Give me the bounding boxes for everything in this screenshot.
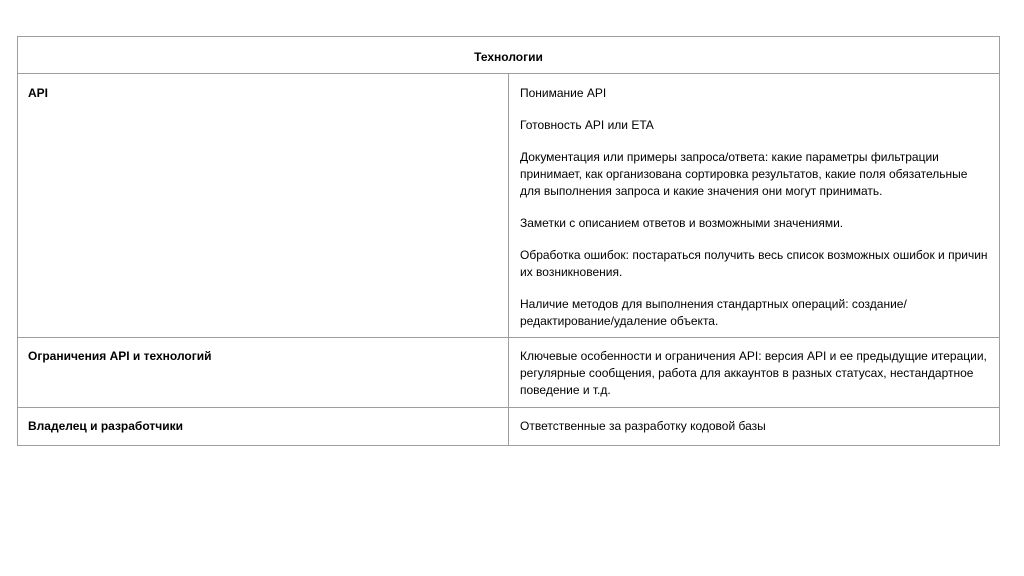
owners-item: Ответственные за разработку кодовой базы — [520, 419, 766, 433]
row-content-limitations — [509, 338, 1000, 408]
table-header-row — [18, 37, 1000, 74]
row-content-owners — [509, 408, 1000, 446]
table-title-text: Технологии — [474, 49, 543, 64]
table-row-api — [18, 74, 1000, 338]
api-item-error-handling: Обработка ошибок: постараться получить весь список возможных ошибок и причин их возникновения. — [520, 248, 988, 279]
api-item-response-notes: Заметки с описанием ответов и возможными значениями. — [520, 216, 844, 230]
api-item-understanding: Понимание API — [520, 86, 607, 100]
table-row-limitations — [18, 338, 1000, 408]
technologies-table-container — [17, 36, 1000, 446]
row-label-limitations: Ограничения API и технологий — [18, 338, 509, 408]
row-label-api: API — [18, 74, 509, 338]
table-row-owners — [18, 408, 1000, 446]
technologies-table — [17, 36, 1000, 446]
api-item-readiness: Готовность API или ETA — [520, 118, 654, 132]
api-item-crud-methods: Наличие методов для выполнения стандартных операций: создание/редактирование/удаление объекта. — [520, 297, 907, 328]
table-title — [18, 37, 1000, 74]
api-item-documentation: Документация или примеры запроса/ответа: какие параметры фильтрации принимает, как организована сортировка результатов, какие поля обязательные для выполнения запроса и какие значения они могут принимать. — [520, 150, 968, 198]
row-content-api — [509, 74, 1000, 338]
limitations-item: Ключевые особенности и ограничения API: версия API и ее предыдущие итерации, регулярные сообщения, работа для аккаунтов в разных статусах, нестандартное поведение и т.д. — [520, 349, 987, 397]
row-label-owners: Владелец и разработчики — [18, 408, 509, 446]
